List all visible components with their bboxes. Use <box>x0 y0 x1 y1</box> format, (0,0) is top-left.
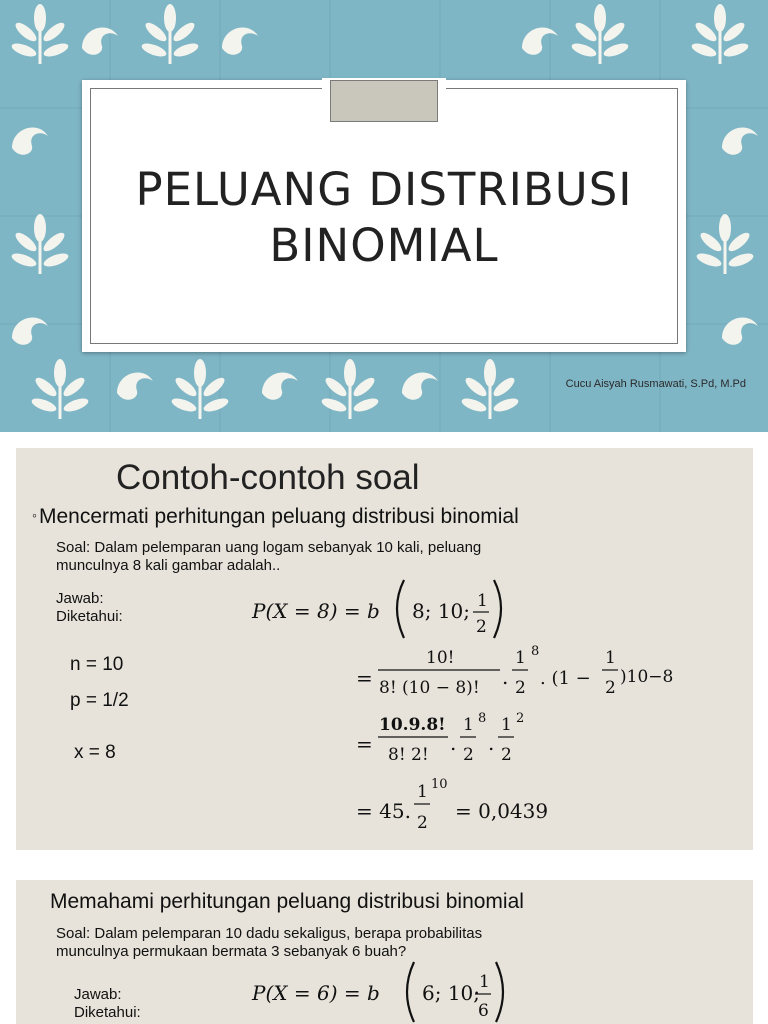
title-box-tab <box>330 80 438 122</box>
svg-text:1: 1 <box>605 648 616 668</box>
line2-denominator: 8! (10 − 8)! <box>379 678 480 698</box>
example-slide-1 <box>16 448 753 850</box>
given-n: n = 10 <box>70 654 124 675</box>
problem-line-2: munculnya permukaan bermata 3 sebanyak 6 buah? <box>56 943 407 960</box>
line4-lhs: = 45. <box>356 799 411 823</box>
slide-heading: Contoh-contoh soal <box>116 458 420 497</box>
frac-numerator: 1 <box>479 972 490 992</box>
formula-arguments: 8; 10; <box>412 599 471 623</box>
problem-line-1: Soal: Dalam pelemparan 10 dadu sekaligus, berapa probabilitas <box>56 925 483 942</box>
given-p: p = 1/2 <box>70 690 129 711</box>
frac-numerator: 1 <box>477 591 488 611</box>
frac-denominator: 6 <box>478 1001 489 1021</box>
diketahui-label: Diketahui: <box>56 608 123 625</box>
example-slide-2 <box>16 880 753 1024</box>
svg-text:1: 1 <box>501 715 512 735</box>
title-line-1: PELUANG DISTRIBUSI <box>135 163 633 216</box>
line2-numerator: 10! <box>426 648 455 668</box>
line3-denominator: 8! 2! <box>388 745 429 765</box>
problem-line-2: munculnya 8 kali gambar adalah.. <box>56 557 281 574</box>
formula-arguments: 6; 10; <box>422 981 481 1005</box>
open-paren <box>397 580 404 638</box>
author-name: Cucu Aisyah Rusmawati, S.Pd, M.Pd <box>565 378 746 390</box>
binomial-formula <box>16 448 753 850</box>
title-slide <box>0 0 768 432</box>
svg-text:2: 2 <box>501 745 512 765</box>
open-paren <box>407 962 414 1022</box>
equals-sign: = <box>356 666 373 690</box>
exponent-10-minus-8: )10−8 <box>620 667 674 687</box>
exponent-2: 2 <box>516 711 525 726</box>
given-x: x = 8 <box>74 742 116 763</box>
exponent-8: 8 <box>531 644 540 659</box>
svg-text:. (1 −: . (1 − <box>540 668 591 689</box>
close-paren <box>494 580 501 638</box>
problem-line-1: Soal: Dalam pelemparan uang logam sebanyak 10 kali, peluang <box>56 539 482 556</box>
svg-text:=: = <box>356 732 373 756</box>
svg-text:1: 1 <box>463 715 474 735</box>
diketahui-label: Diketahui: <box>74 1004 141 1021</box>
title-box <box>82 80 686 352</box>
presentation-title <box>92 162 676 274</box>
line3-numerator: 10.9.8! <box>379 715 446 735</box>
exponent-10: 10 <box>431 777 448 792</box>
formula-lhs: P(X = 6) = b <box>252 981 380 1005</box>
bullet-mark: ◦ <box>32 507 37 523</box>
slide-heading: Memahami perhitungan peluang distribusi binomial <box>50 890 524 913</box>
svg-text:.: . <box>502 665 509 689</box>
svg-text:1: 1 <box>515 648 526 668</box>
jawab-label: Jawab: <box>74 986 122 1003</box>
svg-text:8: 8 <box>478 711 487 726</box>
svg-text:.: . <box>488 731 495 755</box>
svg-text:1: 1 <box>417 782 428 802</box>
frac-denominator: 2 <box>476 617 487 637</box>
svg-text:2: 2 <box>417 813 428 833</box>
svg-text:2: 2 <box>463 745 474 765</box>
svg-text:.: . <box>450 731 457 755</box>
close-paren <box>496 962 503 1022</box>
formula-lhs: P(X = 8) = b <box>252 599 380 623</box>
svg-text:2: 2 <box>515 678 526 698</box>
bullet-text: Mencermati perhitungan peluang distribusi binomial <box>38 505 519 528</box>
jawab-label: Jawab: <box>56 590 104 607</box>
svg-text:2: 2 <box>605 678 616 698</box>
title-line-2: BINOMIAL <box>269 219 499 272</box>
final-result: = 0,0439 <box>455 799 549 823</box>
binomial-formula <box>16 880 753 1024</box>
